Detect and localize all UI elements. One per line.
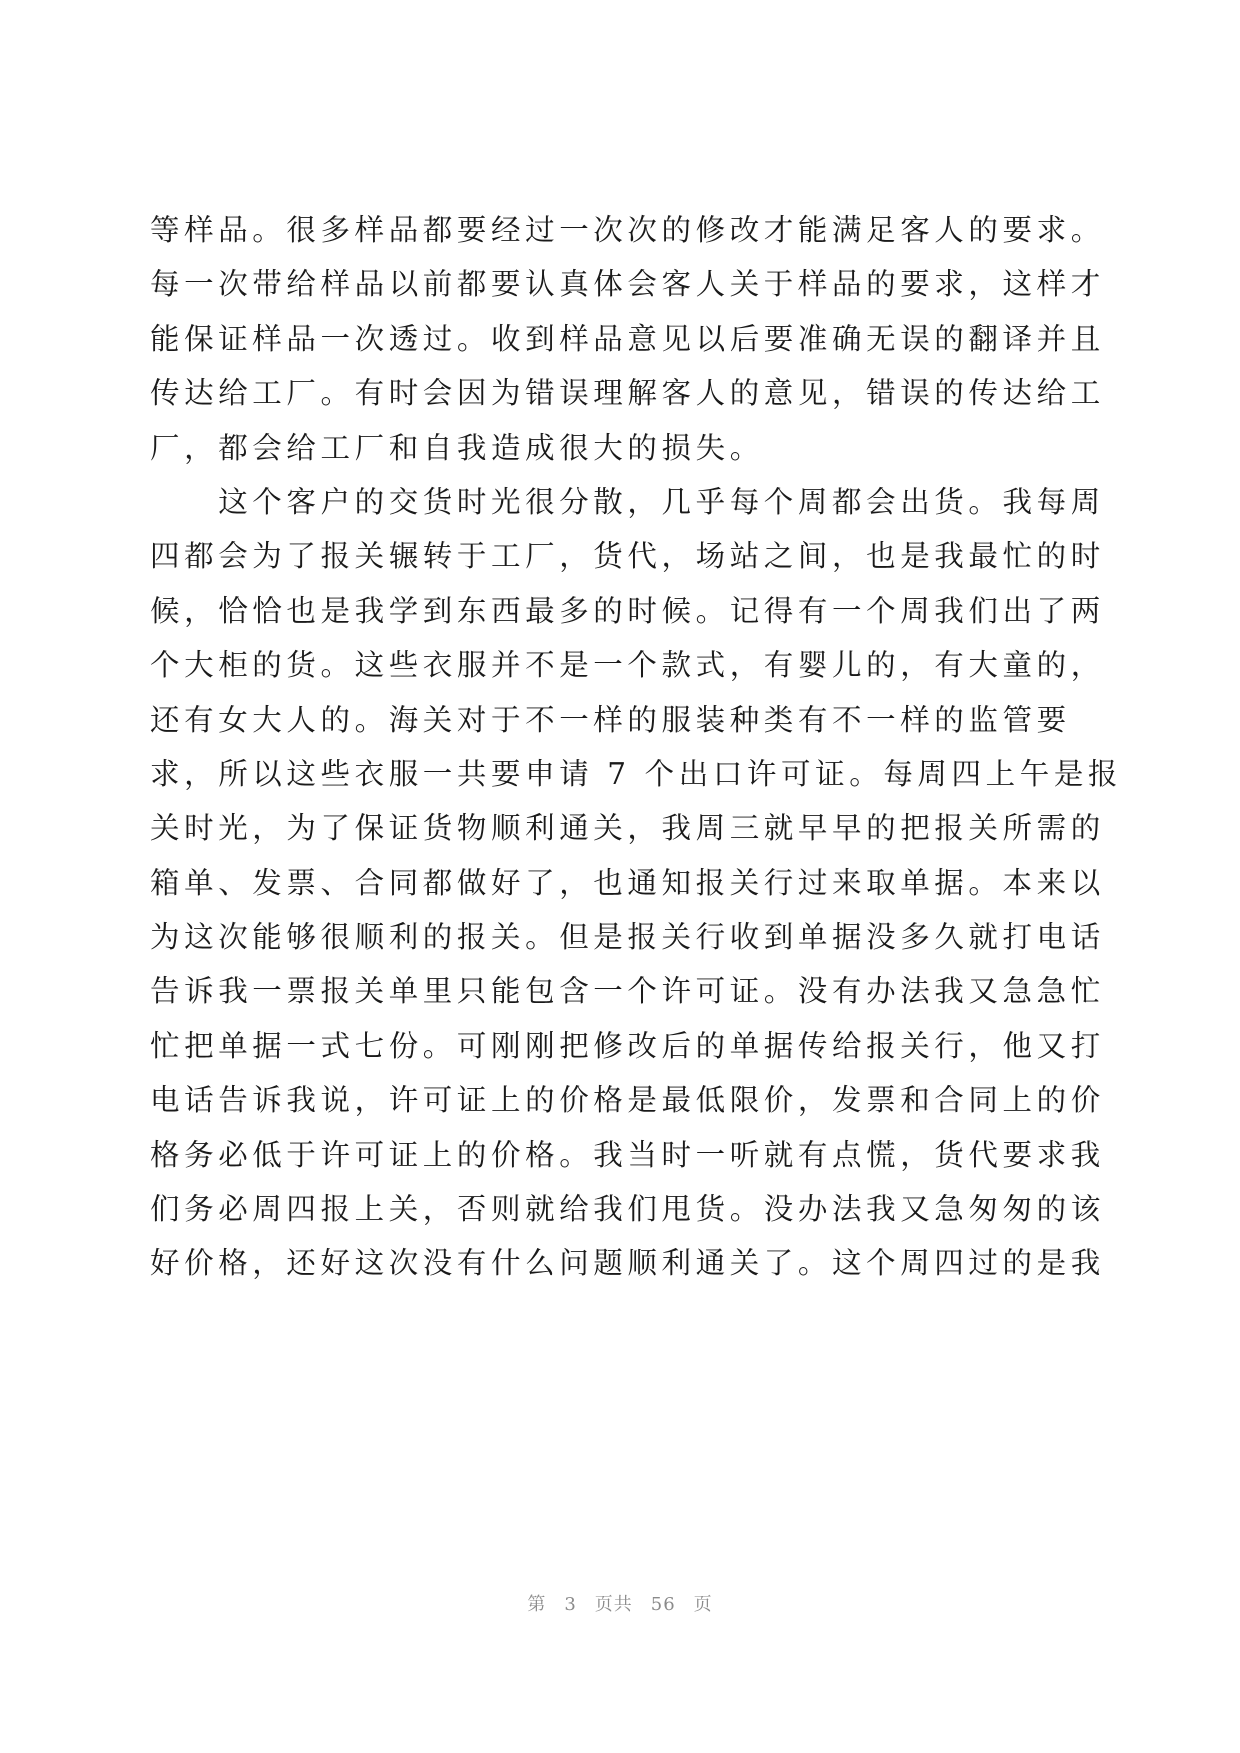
footer-middle: 页共 xyxy=(594,1594,633,1615)
text-line: 箱单、发票、合同都做好了，也通知报关行过来取单据。本来以 xyxy=(150,865,1105,900)
text-line: 告诉我一票报关单里只能包含一个许可证。没有办法我又急急忙 xyxy=(150,974,1105,1009)
text-line: 个大柜的货。这些衣服并不是一个款式，有婴儿的，有大童的， xyxy=(150,648,1105,683)
current-page-number: 3 xyxy=(564,1594,577,1615)
text-line: 关时光，为了保证货物顺利通关，我周三就早早的把报关所需的 xyxy=(150,811,1105,846)
text-line: 电话告诉我说，许可证上的价格是最低限价，发票和合同上的价 xyxy=(150,1083,1105,1118)
total-pages-number: 56 xyxy=(650,1594,676,1615)
text-line: 格务必低于许可证上的价格。我当时一听就有点慌，货代要求我 xyxy=(150,1137,1105,1172)
text-line: 忙把单据一式七份。可刚刚把修改后的单据传给报关行，他又打 xyxy=(150,1028,1105,1063)
page-footer xyxy=(0,1590,1240,1616)
footer-prefix: 第 xyxy=(527,1594,547,1615)
text-line: 还有女大人的。海关对于不一样的服装种类有不一样的监管要 xyxy=(150,702,1071,737)
text-line: 每一次带给样品以前都要认真体会客人关于样品的要求，这样才 xyxy=(150,267,1105,302)
footer-suffix: 页 xyxy=(693,1594,713,1615)
text-line: 求，所以这些衣服一共要申请 7 个出口许可证。每周四上午是报 xyxy=(150,756,1123,791)
text-line: 能保证样品一次透过。收到样品意见以后要准确无误的翻译并且 xyxy=(150,321,1105,356)
text-line: 四都会为了报关辗转于工厂，货代，场站之间，也是我最忙的时 xyxy=(150,539,1105,574)
text-line: 们务必周四报上关，否则就给我们甩货。没办法我又急匆匆的该 xyxy=(150,1192,1105,1227)
text-line: 好价格，还好这次没有什么问题顺利通关了。这个周四过的是我 xyxy=(150,1246,1105,1281)
text-line: 候，恰恰也是我学到东西最多的时候。记得有一个周我们出了两 xyxy=(150,593,1105,628)
body-text xyxy=(150,203,1123,1291)
text-line: 这个客户的交货时光很分散，几乎每个周都会出货。我每周 xyxy=(150,484,1105,519)
text-line: 厂，都会给工厂和自我造成很大的损失。 xyxy=(150,430,764,465)
text-line: 传达给工厂。有时会因为错误理解客人的意见，错误的传达给工 xyxy=(150,376,1105,411)
text-line: 为这次能够很顺利的报关。但是报关行收到单据没多久就打电话 xyxy=(150,920,1105,955)
text-line: 等样品。很多样品都要经过一次次的修改才能满足客人的要求。 xyxy=(150,213,1105,247)
